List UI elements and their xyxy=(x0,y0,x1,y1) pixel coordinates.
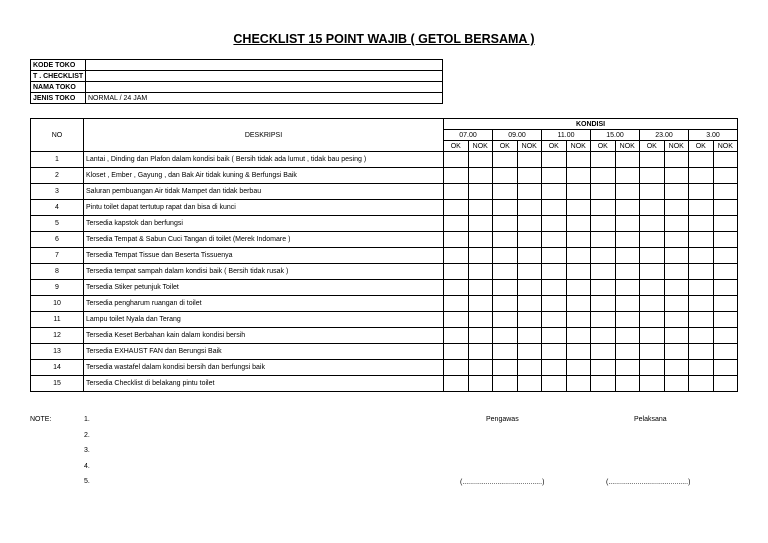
ok-cell[interactable] xyxy=(689,296,714,312)
nok-cell[interactable] xyxy=(615,216,640,232)
pengawas-label: Pengawas xyxy=(486,416,519,423)
info-label: KODE TOKO xyxy=(31,60,86,71)
ok-cell[interactable] xyxy=(640,376,665,392)
nok-header: NOK xyxy=(468,141,493,152)
ok-cell[interactable] xyxy=(542,184,567,200)
nok-cell[interactable] xyxy=(566,280,591,296)
nok-cell[interactable] xyxy=(713,280,738,296)
ok-cell[interactable] xyxy=(591,312,616,328)
nok-cell[interactable] xyxy=(468,376,493,392)
ok-cell[interactable] xyxy=(640,344,665,360)
ok-cell[interactable] xyxy=(542,312,567,328)
ok-cell[interactable] xyxy=(591,168,616,184)
ok-cell[interactable] xyxy=(444,232,469,248)
nok-cell[interactable] xyxy=(713,184,738,200)
nok-cell[interactable] xyxy=(664,360,689,376)
pelaksana-label: Pelaksana xyxy=(634,416,667,423)
info-value[interactable] xyxy=(86,60,443,71)
nok-cell[interactable] xyxy=(566,216,591,232)
ok-cell[interactable] xyxy=(591,184,616,200)
ok-cell[interactable] xyxy=(591,280,616,296)
info-row xyxy=(31,93,443,104)
ok-header: OK xyxy=(542,141,567,152)
row-description: Pintu toilet dapat tertutup rapat dan bisa di kunci xyxy=(84,200,444,216)
nok-cell[interactable] xyxy=(713,200,738,216)
nok-header: NOK xyxy=(517,141,542,152)
ok-cell[interactable] xyxy=(591,216,616,232)
nok-cell[interactable] xyxy=(468,168,493,184)
row-number: 1 xyxy=(31,152,84,168)
table-row xyxy=(31,232,738,248)
description-header: DESKRIPSI xyxy=(84,119,444,152)
ok-cell[interactable] xyxy=(542,376,567,392)
ok-cell[interactable] xyxy=(689,152,714,168)
nok-cell[interactable] xyxy=(713,328,738,344)
ok-cell[interactable] xyxy=(493,200,518,216)
table-row xyxy=(31,360,738,376)
table-row xyxy=(31,344,738,360)
ok-cell[interactable] xyxy=(640,232,665,248)
row-description: Kloset , Ember , Gayung , dan Bak Air tidak kuning & Berfungsi Baik xyxy=(84,168,444,184)
nok-cell[interactable] xyxy=(517,376,542,392)
table-row xyxy=(31,152,738,168)
row-number: 9 xyxy=(31,280,84,296)
ok-cell[interactable] xyxy=(689,344,714,360)
nok-cell[interactable] xyxy=(664,168,689,184)
nok-cell[interactable] xyxy=(468,312,493,328)
nok-cell[interactable] xyxy=(713,264,738,280)
nok-cell[interactable] xyxy=(713,216,738,232)
ok-cell[interactable] xyxy=(689,312,714,328)
nok-cell[interactable] xyxy=(664,264,689,280)
ok-cell[interactable] xyxy=(542,280,567,296)
nok-cell[interactable] xyxy=(664,312,689,328)
row-description: Tersedia pengharum ruangan di toilet xyxy=(84,296,444,312)
nok-cell[interactable] xyxy=(713,232,738,248)
nok-cell[interactable] xyxy=(468,344,493,360)
ok-cell[interactable] xyxy=(444,264,469,280)
row-number: 13 xyxy=(31,344,84,360)
ok-cell[interactable] xyxy=(640,168,665,184)
info-label: NAMA TOKO xyxy=(31,82,86,93)
ok-cell[interactable] xyxy=(591,344,616,360)
ok-cell[interactable] xyxy=(542,216,567,232)
ok-cell[interactable] xyxy=(444,200,469,216)
ok-cell[interactable] xyxy=(689,328,714,344)
info-value[interactable] xyxy=(86,82,443,93)
table-row xyxy=(31,168,738,184)
note-item: 5. xyxy=(84,478,90,485)
ok-cell[interactable] xyxy=(689,232,714,248)
ok-cell[interactable] xyxy=(591,360,616,376)
nok-cell[interactable] xyxy=(517,312,542,328)
nok-cell[interactable] xyxy=(664,232,689,248)
ok-cell[interactable] xyxy=(640,200,665,216)
nok-cell[interactable] xyxy=(468,248,493,264)
store-info-table xyxy=(30,59,443,104)
row-description: Tersedia Stiker petunjuk Toilet xyxy=(84,280,444,296)
nok-cell[interactable] xyxy=(566,184,591,200)
ok-cell[interactable] xyxy=(542,152,567,168)
nok-cell[interactable] xyxy=(664,184,689,200)
ok-header: OK xyxy=(591,141,616,152)
ok-cell[interactable] xyxy=(493,296,518,312)
row-number: 15 xyxy=(31,376,84,392)
table-row xyxy=(31,376,738,392)
nok-cell[interactable] xyxy=(566,376,591,392)
ok-cell[interactable] xyxy=(493,264,518,280)
row-description: Tersedia wastafel dalam kondisi bersih dan berfungsi baik xyxy=(84,360,444,376)
ok-cell[interactable] xyxy=(640,216,665,232)
time-header: 23.00 xyxy=(640,130,689,141)
row-description: Lantai , Dinding dan Plafon dalam kondisi baik ( Bersih tidak ada lumut , tidak bau pesing ) xyxy=(84,152,444,168)
ok-cell[interactable] xyxy=(591,152,616,168)
ok-cell[interactable] xyxy=(689,264,714,280)
nok-cell[interactable] xyxy=(615,248,640,264)
ok-cell[interactable] xyxy=(542,200,567,216)
table-row xyxy=(31,280,738,296)
ok-cell[interactable] xyxy=(444,280,469,296)
nok-cell[interactable] xyxy=(615,280,640,296)
ok-cell[interactable] xyxy=(542,248,567,264)
nok-cell[interactable] xyxy=(566,344,591,360)
note-label: NOTE: xyxy=(30,416,52,423)
nok-cell[interactable] xyxy=(664,152,689,168)
row-number: 11 xyxy=(31,312,84,328)
ok-cell[interactable] xyxy=(591,264,616,280)
nok-cell[interactable] xyxy=(517,296,542,312)
row-description: Lampu toilet Nyala dan Terang xyxy=(84,312,444,328)
nok-cell[interactable] xyxy=(664,248,689,264)
table-row xyxy=(31,248,738,264)
ok-cell[interactable] xyxy=(493,280,518,296)
nok-cell[interactable] xyxy=(468,152,493,168)
row-description: Tersedia Checklist di belakang pintu toilet xyxy=(84,376,444,392)
ok-cell[interactable] xyxy=(689,168,714,184)
ok-cell[interactable] xyxy=(591,296,616,312)
nok-cell[interactable] xyxy=(713,376,738,392)
row-description: Tersedia kapstok dan berfungsi xyxy=(84,216,444,232)
ok-header: OK xyxy=(640,141,665,152)
nok-cell[interactable] xyxy=(664,344,689,360)
note-item: 4. xyxy=(84,462,90,470)
nok-cell[interactable] xyxy=(566,360,591,376)
nok-cell[interactable] xyxy=(468,216,493,232)
nok-cell[interactable] xyxy=(615,152,640,168)
ok-header: OK xyxy=(444,141,469,152)
row-number: 8 xyxy=(31,264,84,280)
nok-cell[interactable] xyxy=(468,280,493,296)
nok-cell[interactable] xyxy=(468,264,493,280)
nok-cell[interactable] xyxy=(615,296,640,312)
ok-cell[interactable] xyxy=(493,216,518,232)
ok-cell[interactable] xyxy=(444,376,469,392)
nok-cell[interactable] xyxy=(713,152,738,168)
ok-cell[interactable] xyxy=(493,376,518,392)
ok-cell[interactable] xyxy=(689,200,714,216)
nok-header: NOK xyxy=(566,141,591,152)
ok-cell[interactable] xyxy=(640,152,665,168)
row-description: Tersedia Keset Berbahan kain dalam kondisi bersih xyxy=(84,328,444,344)
nok-cell[interactable] xyxy=(664,328,689,344)
note-item: 2. xyxy=(84,431,90,439)
nok-cell[interactable] xyxy=(664,296,689,312)
nok-cell[interactable] xyxy=(615,360,640,376)
ok-cell[interactable] xyxy=(444,152,469,168)
row-number: 6 xyxy=(31,232,84,248)
nok-header: NOK xyxy=(615,141,640,152)
ok-cell[interactable] xyxy=(640,280,665,296)
table-row xyxy=(31,312,738,328)
ok-cell[interactable] xyxy=(444,184,469,200)
nok-cell[interactable] xyxy=(664,376,689,392)
nok-cell[interactable] xyxy=(468,232,493,248)
ok-cell[interactable] xyxy=(689,376,714,392)
time-header: 09.00 xyxy=(493,130,542,141)
ok-cell[interactable] xyxy=(444,248,469,264)
row-number: 7 xyxy=(31,248,84,264)
nok-cell[interactable] xyxy=(713,248,738,264)
checklist-table xyxy=(30,118,738,392)
nok-cell[interactable] xyxy=(664,280,689,296)
ok-cell[interactable] xyxy=(591,376,616,392)
nok-cell[interactable] xyxy=(615,344,640,360)
info-label: JENIS TOKO xyxy=(31,93,86,104)
nok-cell[interactable] xyxy=(566,248,591,264)
nok-cell[interactable] xyxy=(517,344,542,360)
ok-cell[interactable] xyxy=(444,344,469,360)
row-number: 4 xyxy=(31,200,84,216)
ok-cell[interactable] xyxy=(689,360,714,376)
table-row xyxy=(31,200,738,216)
pengawas-signature-line: (.........................................) xyxy=(460,479,545,486)
pelaksana-signature-line: (.........................................) xyxy=(606,479,691,486)
table-row xyxy=(31,264,738,280)
row-description: Tersedia tempat sampah dalam kondisi baik ( Bersih tidak rusak ) xyxy=(84,264,444,280)
ok-cell[interactable] xyxy=(542,232,567,248)
ok-cell[interactable] xyxy=(493,184,518,200)
nok-cell[interactable] xyxy=(566,232,591,248)
nok-cell[interactable] xyxy=(566,152,591,168)
ok-cell[interactable] xyxy=(640,248,665,264)
row-description: Tersedia Tempat Tissue dan Beserta Tissuenya xyxy=(84,248,444,264)
nok-cell[interactable] xyxy=(566,312,591,328)
ok-cell[interactable] xyxy=(493,312,518,328)
nok-cell[interactable] xyxy=(517,200,542,216)
nok-cell[interactable] xyxy=(517,360,542,376)
nok-cell[interactable] xyxy=(468,200,493,216)
nok-cell[interactable] xyxy=(566,264,591,280)
nok-cell[interactable] xyxy=(517,248,542,264)
ok-cell[interactable] xyxy=(542,264,567,280)
ok-cell[interactable] xyxy=(640,264,665,280)
nok-cell[interactable] xyxy=(517,328,542,344)
ok-cell[interactable] xyxy=(689,248,714,264)
ok-cell[interactable] xyxy=(493,328,518,344)
ok-cell[interactable] xyxy=(689,184,714,200)
info-value[interactable] xyxy=(86,71,443,82)
ok-cell[interactable] xyxy=(640,328,665,344)
nok-cell[interactable] xyxy=(468,296,493,312)
ok-cell[interactable] xyxy=(640,312,665,328)
nok-cell[interactable] xyxy=(615,200,640,216)
row-number: 14 xyxy=(31,360,84,376)
row-description: Tersedia EXHAUST FAN dan Berungsi Baik xyxy=(84,344,444,360)
nok-cell[interactable] xyxy=(517,184,542,200)
info-value[interactable]: NORMAL / 24 JAM xyxy=(86,93,443,104)
ok-cell[interactable] xyxy=(542,360,567,376)
info-row xyxy=(31,82,443,93)
nok-cell[interactable] xyxy=(517,232,542,248)
nok-cell[interactable] xyxy=(517,152,542,168)
nok-cell[interactable] xyxy=(517,168,542,184)
nok-cell[interactable] xyxy=(615,232,640,248)
note-item: 3. xyxy=(84,447,90,454)
ok-cell[interactable] xyxy=(689,216,714,232)
table-row xyxy=(31,184,738,200)
nok-cell[interactable] xyxy=(468,328,493,344)
row-number: 2 xyxy=(31,168,84,184)
no-header: NO xyxy=(31,119,84,152)
time-header: 3.00 xyxy=(689,130,738,141)
ok-cell[interactable] xyxy=(591,248,616,264)
ok-cell[interactable] xyxy=(493,168,518,184)
row-description: Tersedia Tempat & Sabun Cuci Tangan di toilet (Merek Indomare ) xyxy=(84,232,444,248)
nok-cell[interactable] xyxy=(664,200,689,216)
ok-header: OK xyxy=(689,141,714,152)
nok-cell[interactable] xyxy=(664,216,689,232)
row-description: Saluran pembuangan Air tidak Mampet dan tidak berbau xyxy=(84,184,444,200)
nok-cell[interactable] xyxy=(615,168,640,184)
nok-cell[interactable] xyxy=(566,200,591,216)
info-row xyxy=(31,71,443,82)
ok-cell[interactable] xyxy=(591,232,616,248)
page-title: CHECKLIST 15 POINT WAJIB ( GETOL BERSAMA ) xyxy=(233,32,535,46)
ok-cell[interactable] xyxy=(640,296,665,312)
nok-cell[interactable] xyxy=(713,168,738,184)
kondisi-header: KONDISI xyxy=(444,119,738,130)
nok-cell[interactable] xyxy=(517,280,542,296)
nok-cell[interactable] xyxy=(713,312,738,328)
row-number: 3 xyxy=(31,184,84,200)
ok-cell[interactable] xyxy=(493,232,518,248)
ok-cell[interactable] xyxy=(493,360,518,376)
ok-cell[interactable] xyxy=(689,280,714,296)
ok-cell[interactable] xyxy=(542,328,567,344)
ok-cell[interactable] xyxy=(542,296,567,312)
info-label: T . CHECKLIST xyxy=(31,71,86,82)
row-number: 12 xyxy=(31,328,84,344)
table-row xyxy=(31,328,738,344)
nok-cell[interactable] xyxy=(713,360,738,376)
nok-cell[interactable] xyxy=(566,328,591,344)
row-number: 10 xyxy=(31,296,84,312)
nok-header: NOK xyxy=(713,141,738,152)
ok-cell[interactable] xyxy=(493,152,518,168)
time-header: 11.00 xyxy=(542,130,591,141)
row-number: 5 xyxy=(31,216,84,232)
ok-header: OK xyxy=(493,141,518,152)
info-row xyxy=(31,60,443,71)
ok-cell[interactable] xyxy=(591,200,616,216)
ok-cell[interactable] xyxy=(640,360,665,376)
nok-cell[interactable] xyxy=(566,296,591,312)
note-item: 1. xyxy=(84,416,90,423)
nok-cell[interactable] xyxy=(713,296,738,312)
time-header: 15.00 xyxy=(591,130,640,141)
nok-cell[interactable] xyxy=(615,184,640,200)
ok-cell[interactable] xyxy=(493,248,518,264)
ok-cell[interactable] xyxy=(444,296,469,312)
nok-cell[interactable] xyxy=(615,376,640,392)
ok-cell[interactable] xyxy=(640,184,665,200)
ok-cell[interactable] xyxy=(493,344,518,360)
ok-cell[interactable] xyxy=(444,360,469,376)
table-row xyxy=(31,296,738,312)
ok-cell[interactable] xyxy=(444,216,469,232)
ok-cell[interactable] xyxy=(542,168,567,184)
nok-cell[interactable] xyxy=(615,264,640,280)
nok-cell[interactable] xyxy=(615,328,640,344)
nok-cell[interactable] xyxy=(468,360,493,376)
nok-cell[interactable] xyxy=(615,312,640,328)
nok-header: NOK xyxy=(664,141,689,152)
nok-cell[interactable] xyxy=(517,264,542,280)
ok-cell[interactable] xyxy=(542,344,567,360)
ok-cell[interactable] xyxy=(444,312,469,328)
table-row xyxy=(31,216,738,232)
ok-cell[interactable] xyxy=(444,168,469,184)
nok-cell[interactable] xyxy=(713,344,738,360)
nok-cell[interactable] xyxy=(517,216,542,232)
ok-cell[interactable] xyxy=(444,328,469,344)
ok-cell[interactable] xyxy=(591,328,616,344)
nok-cell[interactable] xyxy=(468,184,493,200)
nok-cell[interactable] xyxy=(566,168,591,184)
time-header: 07.00 xyxy=(444,130,493,141)
